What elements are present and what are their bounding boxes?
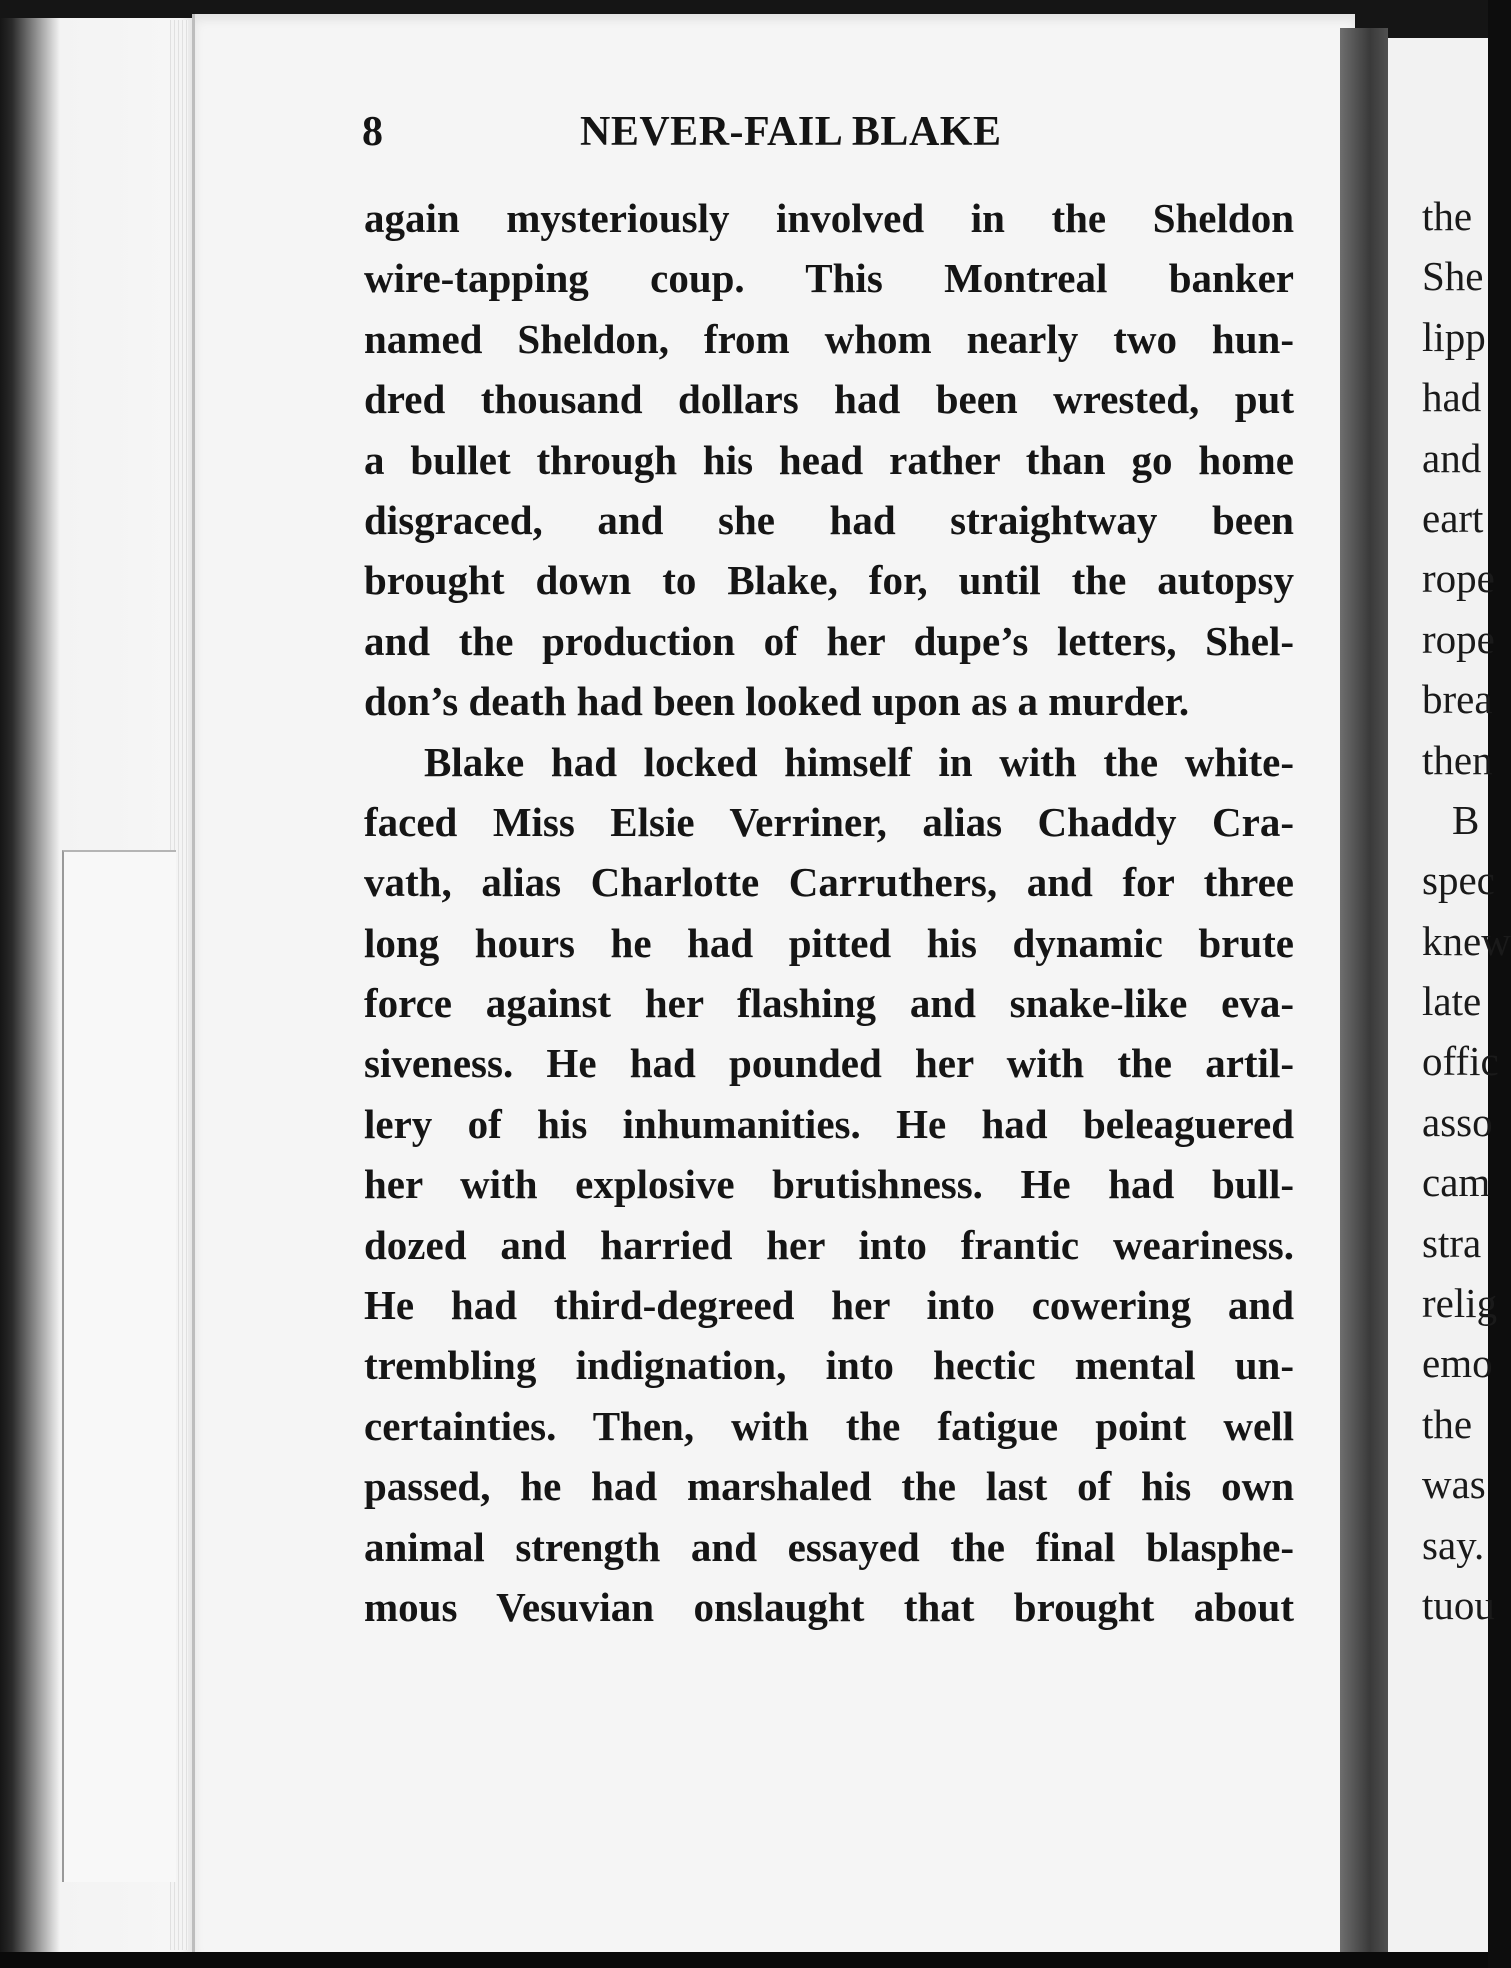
text-line: certainties. Then, with the fatigue point well	[364, 1402, 1294, 1449]
facing-line: She	[1422, 253, 1484, 300]
text-line: passed, he had marshaled the last of his own	[364, 1463, 1294, 1510]
running-head: NEVER-FAIL BLAKE	[580, 109, 1002, 155]
text-line: again mysteriously involved in the Sheldon	[364, 195, 1294, 241]
page-body-text	[364, 188, 1294, 1637]
text-line: siveness. He had pounded her with the artil-	[364, 1040, 1294, 1087]
facing-line: stra	[1422, 1219, 1482, 1266]
facing-line: eart	[1422, 494, 1484, 541]
facing-line: spec	[1422, 857, 1495, 904]
facing-line: then	[1422, 736, 1493, 783]
facing-line: the	[1422, 1400, 1473, 1447]
facing-page	[1388, 38, 1511, 1954]
facing-line: had	[1422, 374, 1482, 421]
text-line: faced Miss Elsie Verriner, alias Chaddy Cra-	[364, 798, 1294, 845]
text-line: brought down to Blake, for, until the autopsy	[364, 557, 1294, 604]
facing-line: was	[1422, 1461, 1486, 1508]
text-line: He had third-degreed her into cowering and	[364, 1282, 1294, 1329]
book-gutter	[1340, 28, 1388, 1954]
scan-bottom-border	[0, 1952, 1488, 1968]
text-line: a bullet through his head rather than go home	[364, 436, 1294, 483]
text-line: wire-tapping coup. This Montreal banker	[364, 255, 1294, 302]
facing-line: tuou	[1422, 1581, 1495, 1628]
text-line: long hours he had pitted his dynamic brute	[364, 919, 1294, 966]
facing-line: rope	[1422, 615, 1495, 662]
facing-line: say.	[1422, 1521, 1485, 1568]
text-line: force against her flashing and snake-like eva-	[364, 980, 1294, 1027]
text-line: mous Vesuvian onslaught that brought about	[364, 1583, 1294, 1630]
inserted-slip	[62, 850, 176, 1882]
text-line: dozed and harried her into frantic weariness.	[364, 1221, 1294, 1268]
facing-line: late	[1422, 978, 1482, 1025]
text-line: animal strength and essayed the final blasphe-	[364, 1523, 1294, 1570]
text-line: dred thousand dollars had been wrested, put	[364, 376, 1294, 423]
text-line: don’s death had been looked upon as a murder.	[364, 678, 1190, 725]
text-line: disgraced, and she had straightway been	[364, 496, 1294, 543]
facing-line: asso	[1422, 1098, 1493, 1145]
facing-line: lipp	[1422, 313, 1486, 360]
paragraph-start-line: Blake had locked himself in with the white-	[424, 738, 1294, 785]
facing-line: relig	[1422, 1280, 1498, 1327]
facing-line: the	[1422, 193, 1473, 239]
facing-line: cam	[1422, 1159, 1491, 1206]
facing-line: knew	[1422, 917, 1511, 964]
facing-line: B	[1452, 796, 1480, 843]
page-number: 8	[362, 109, 383, 155]
text-line: and the production of her dupe’s letters, Shel-	[364, 617, 1294, 664]
facing-line: brea	[1422, 676, 1493, 723]
text-line: named Sheldon, from whom nearly two hun-	[364, 315, 1294, 362]
facing-line: emo	[1422, 1340, 1493, 1387]
text-line: trembling indignation, into hectic mental un-	[364, 1342, 1294, 1389]
facing-line: offic	[1422, 1038, 1499, 1085]
text-line: lery of his inhumanities. He had beleaguered	[364, 1100, 1294, 1147]
text-line: her with explosive brutishness. He had bull-	[364, 1161, 1294, 1208]
facing-line: rope	[1422, 555, 1495, 602]
facing-line: and	[1422, 434, 1482, 481]
text-line: vath, alias Charlotte Carruthers, and for three	[364, 859, 1294, 906]
facing-page-text	[1422, 186, 1511, 1635]
